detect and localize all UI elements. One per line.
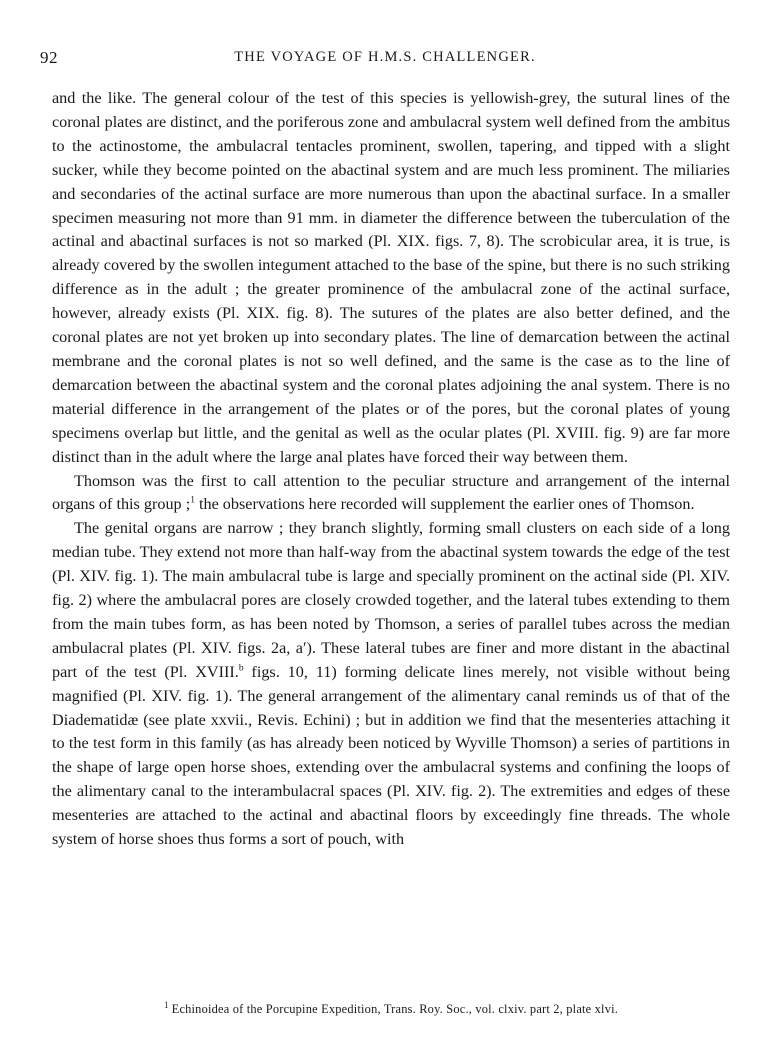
footnote bbox=[52, 999, 730, 1017]
page-number: 92 bbox=[40, 48, 58, 67]
paragraph-text: the observations here recorded will supplement the earlier ones of Thomson. bbox=[194, 495, 695, 514]
running-title: THE VOYAGE OF H.M.S. CHALLENGER. bbox=[234, 49, 536, 65]
paragraph-genital-organs bbox=[52, 517, 730, 852]
paragraph-thomson bbox=[52, 470, 730, 518]
paragraph-continued: and the like. The general colour of the test of this species is yellowish-grey, the sutural lines of the coronal plates are distinct, and the poriferous zone and ambulacral system well defined from the ambitus to the actinostome, the ambulacral tentacles prominent, swollen, tapering, and tipped with a slight sucker, while they become pointed on the abactinal system and are much less prominent. The miliaries and secondaries of the actinal surface are more numerous than upon the abactinal surface. In a smaller specimen measuring not more than 91 mm. in diameter the difference between the tuberculation of the actinal and abactinal surfaces is not so marked (Pl. XIX. figs. 7, 8). The scrobicular area, it is true, is already covered by the swollen integument attached to the base of the spine, but there is no such striking difference as in the adult ; the greater prominence of the ambulacral zone of the actinal surface, however, already exists (Pl. XIX. fig. 8). The sutures of the plates are also better defined, and the coronal plates are not yet broken up into secondary plates. The line of demarcation between the actinal membrane and the coronal plates is not so well defined, and the same is the case as to the line of demarcation between the abactinal system and the coronal plates adjoining the anal system. There is no material difference in the arrangement of the plates or of the pores, but the coronal plates of young specimens overlap but little, and the genital as well as the ocular plates (Pl. XVIII. fig. 9) are far more distinct than in the adult where the large anal plates have forced their way between them. bbox=[52, 89, 730, 466]
paragraph-text: Thomson was the first to call attention to the peculiar structure and arrangement of the internal organs of this group ; bbox=[52, 471, 730, 514]
paragraph-text: figs. 10, 11) forming delicate lines merely, not visible without being magnified (Pl. XIV. fig. 1). The general arrangement of the alimentary canal reminds us of that of the Diadematidæ (see plate xxvii., Revis. Echini) ; but in addition we find that the mesenteries attaching it to the test form in this family (as has already been noticed by Wyville Thomson) a series of partitions in the shape of large open horse shoes, extending over the ambulacral systems and confining the loops of the alimentary canal to the interambulacral spaces (Pl. XIV. fig. 2). The extremities and edges of these mesenteries are attached to the actinal and abactinal floors by exceedingly fine threads. The whole system of horse shoes thus forms a sort of pouch, with bbox=[52, 662, 730, 849]
running-head bbox=[40, 48, 730, 70]
footnote-reference: 1 bbox=[190, 496, 195, 507]
superscript-mark: b bbox=[238, 663, 244, 674]
footnote-mark: 1 bbox=[163, 999, 169, 1010]
paragraph-text: The genital organs are narrow ; they branch slightly, forming small clusters on each side of a long median tube. They extend not more than half-way from the abactinal system towards the edge of the test (Pl. XIV. fig. 1). The main ambulacral tube is large and specially prominent on the actinal side (Pl. XIV. fig. 2) where the ambulacral pores are closely crowded together, and the lateral tubes extending to them from the main tubes form, as has been noted by Thomson, a series of parallel tubes across the median ambulacral plates (Pl. XIV. figs. 2a, a′). These lateral tubes are finer and more distant in the abactinal part of the test (Pl. XVIII. bbox=[52, 519, 730, 681]
body-text bbox=[52, 87, 730, 852]
footnote-text: Echinoidea of the Porcupine Expedition, Trans. Roy. Soc., vol. clxiv. part 2, plate xlvi. bbox=[171, 1002, 619, 1016]
